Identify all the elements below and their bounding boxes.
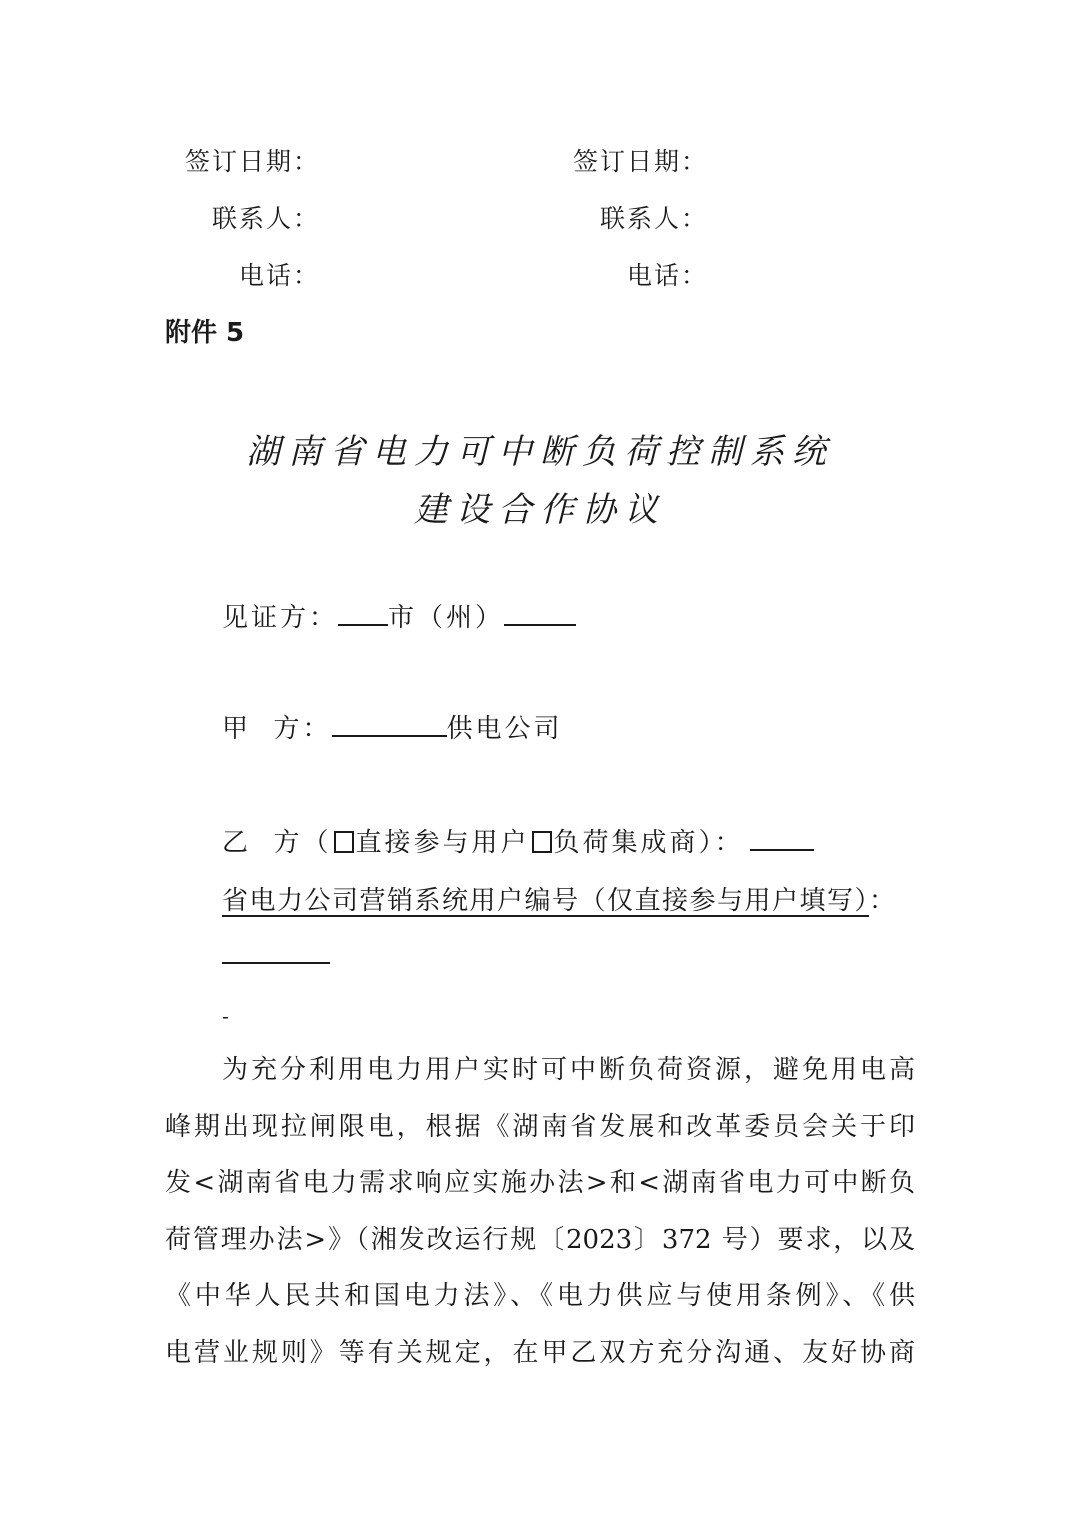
attachment-label: 附件 5	[165, 318, 245, 348]
witness-label: 见证方：	[222, 603, 339, 633]
body-line: 荷管理办法>》（湘发改运行规〔2023〕372 号）要求，以及	[165, 1224, 915, 1255]
party-a-suffix: 供电公司	[446, 714, 563, 744]
body-line: 《中华人民共和国电力法》、《电力供应与使用条例》、《供	[165, 1281, 915, 1311]
body-line: 电营业规则》等有关规定，在甲乙双方充分沟通、友好协商	[165, 1337, 915, 1368]
document-title-line2: 建设合作协议	[414, 490, 666, 530]
party-a-label: 甲 方：	[222, 714, 332, 744]
party-b-blank[interactable]	[750, 823, 814, 851]
left-phone-label: 电话：	[238, 261, 320, 290]
load-aggregator-checkbox[interactable]	[532, 831, 552, 853]
body-line: 为充分利用电力用户实时可中断负荷资源，避免用电高	[222, 1055, 915, 1085]
witness-name-blank[interactable]	[504, 598, 576, 626]
direct-user-checkbox[interactable]	[334, 831, 354, 853]
right-contact-label: 联系人：	[599, 204, 708, 233]
right-sign-date-label: 签订日期：	[572, 147, 708, 176]
party-b-row	[222, 822, 814, 859]
witness-city-label: 市（州）	[388, 603, 505, 633]
party-b-label: 乙 方（	[222, 828, 332, 858]
witness-city-blank[interactable]	[338, 598, 388, 626]
account-number-colon: ：	[869, 886, 897, 916]
account-number-blank[interactable]	[222, 962, 330, 964]
right-phone-label: 电话：	[626, 261, 708, 290]
body-paragraph	[165, 1042, 915, 1381]
body-line: 峰期出现拉闸限电，根据《湖南省发展和改革委员会关于印	[165, 1111, 915, 1142]
dash-mark: -	[222, 1004, 229, 1028]
body-line: 发<湖南省电力需求响应实施办法>和<湖南省电力可中断负	[165, 1168, 915, 1198]
witness-row	[222, 597, 576, 634]
load-aggregator-option: 负荷集成商	[553, 828, 699, 858]
account-number-row	[222, 880, 897, 917]
direct-user-option: 直接参与用户	[355, 828, 530, 858]
document-title-line1: 湖南省电力可中断负荷控制系统	[246, 432, 834, 472]
party-b-close: ）：	[698, 828, 744, 858]
party-a-row	[222, 708, 563, 745]
account-number-label: 省电力公司营销系统用户编号（仅直接参与用户填写）	[222, 886, 870, 916]
left-sign-date-label: 签订日期：	[184, 147, 320, 176]
left-contact-label: 联系人：	[211, 204, 320, 233]
party-a-blank[interactable]	[332, 709, 447, 737]
